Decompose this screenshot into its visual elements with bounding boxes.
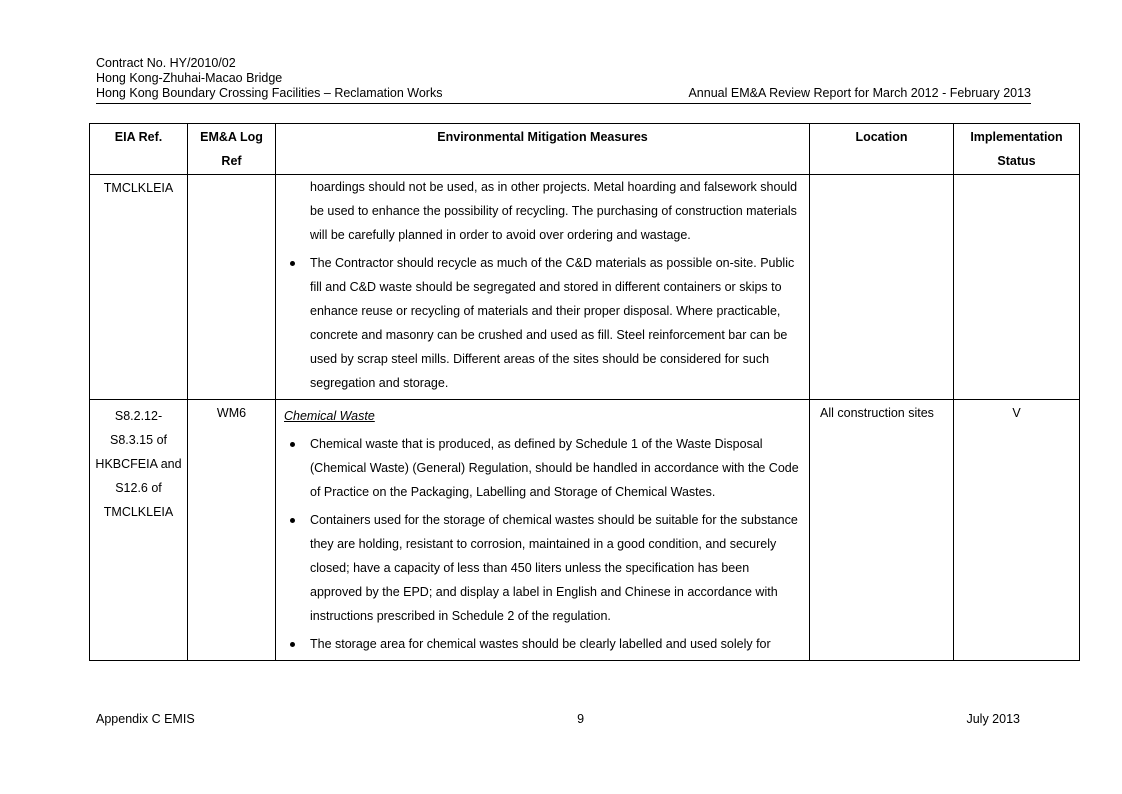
col-header-location: Location xyxy=(810,124,954,175)
list-item-text: The storage area for chemical wastes should be clearly labelled and used solely for xyxy=(310,637,771,651)
log-ref-cell xyxy=(188,175,276,400)
page-footer xyxy=(96,712,1020,726)
works-name: Hong Kong Boundary Crossing Facilities – Reclamation Works xyxy=(96,86,443,100)
col-header-status: Implementation Status xyxy=(954,124,1080,175)
table-header-row xyxy=(90,124,1080,175)
header-bottom-row xyxy=(96,86,1031,101)
measure-list xyxy=(284,251,801,395)
report-title: Annual EM&A Review Report for March 2012 - February 2013 xyxy=(688,86,1031,100)
list-item-text: The Contractor should recycle as much of the C&D materials as possible on-site. Public fill and C&D waste should be segregated and stored in different containers or skips to enhance reuse or recycling of materials and their proper disposal. Where practicable, concrete and masonry can be crushed and used as fill. Steel reinforcement bar can be used by scrap steel mills. Different areas of the sites should be considered for such segregation and storage. xyxy=(310,256,795,390)
col-header-eia-ref: EIA Ref. xyxy=(90,124,188,175)
status-cell xyxy=(954,175,1080,400)
header-divider xyxy=(96,103,1031,104)
bullet-icon xyxy=(290,261,295,266)
location-cell xyxy=(810,175,954,400)
list-item-text: Containers used for the storage of chemical wastes should be suitable for the substance they are holding, resistant to corrosion, maintained in a good condition, and securely closed; have a capacity of less than 450 liters unless the specification has been approved by the EPD; and display a label in English and Chinese in accordance with instructions prescribed in Schedule 2 of the regulation. xyxy=(310,513,798,623)
eia-ref-cell: S8.2.12-S8.3.15 of HKBCFEIA and S12.6 of TMCLKLEIA xyxy=(90,400,188,661)
page-number: 9 xyxy=(577,712,585,726)
mitigation-measures-table xyxy=(89,123,1080,661)
section-title: Chemical Waste xyxy=(284,409,375,423)
eia-ref-cell: TMCLKLEIA xyxy=(90,175,188,400)
measure-list xyxy=(284,432,801,656)
list-item xyxy=(284,632,801,656)
page-header xyxy=(96,56,1031,101)
status-cell: V xyxy=(954,400,1080,661)
list-item xyxy=(284,508,801,628)
measures-cell xyxy=(276,400,810,661)
location-cell: All construction sites xyxy=(810,400,954,661)
list-item xyxy=(284,432,801,504)
project-name: Hong Kong-Zhuhai-Macao Bridge xyxy=(96,71,283,85)
table-row xyxy=(90,175,1080,400)
list-item xyxy=(284,251,801,395)
bullet-icon xyxy=(290,442,295,447)
measures-cell xyxy=(276,175,810,400)
bullet-icon xyxy=(290,642,295,647)
col-header-ema-log-ref: EM&A Log Ref xyxy=(188,124,276,175)
footer-date: July 2013 xyxy=(966,712,1020,726)
contract-number: Contract No. HY/2010/02 xyxy=(96,56,236,70)
col-header-measures: Environmental Mitigation Measures xyxy=(276,124,810,175)
bullet-icon xyxy=(290,518,295,523)
table-row xyxy=(90,400,1080,661)
list-item-text: Chemical waste that is produced, as defined by Schedule 1 of the Waste Disposal (Chemical Waste) (General) Regulation, should be handled in accordance with the Code of Practice on the Packaging, Labelling and Storage of Chemical Wastes. xyxy=(310,437,799,499)
footer-appendix: Appendix C EMIS xyxy=(96,712,195,726)
continuation-text: hoardings should not be used, as in other projects. Metal hoarding and falsework should be used to enhance the possibility of recycling. The purchasing of construction materials will be carefully planned in order to avoid over ordering and wastage. xyxy=(310,180,798,242)
log-ref-cell: WM6 xyxy=(188,400,276,661)
